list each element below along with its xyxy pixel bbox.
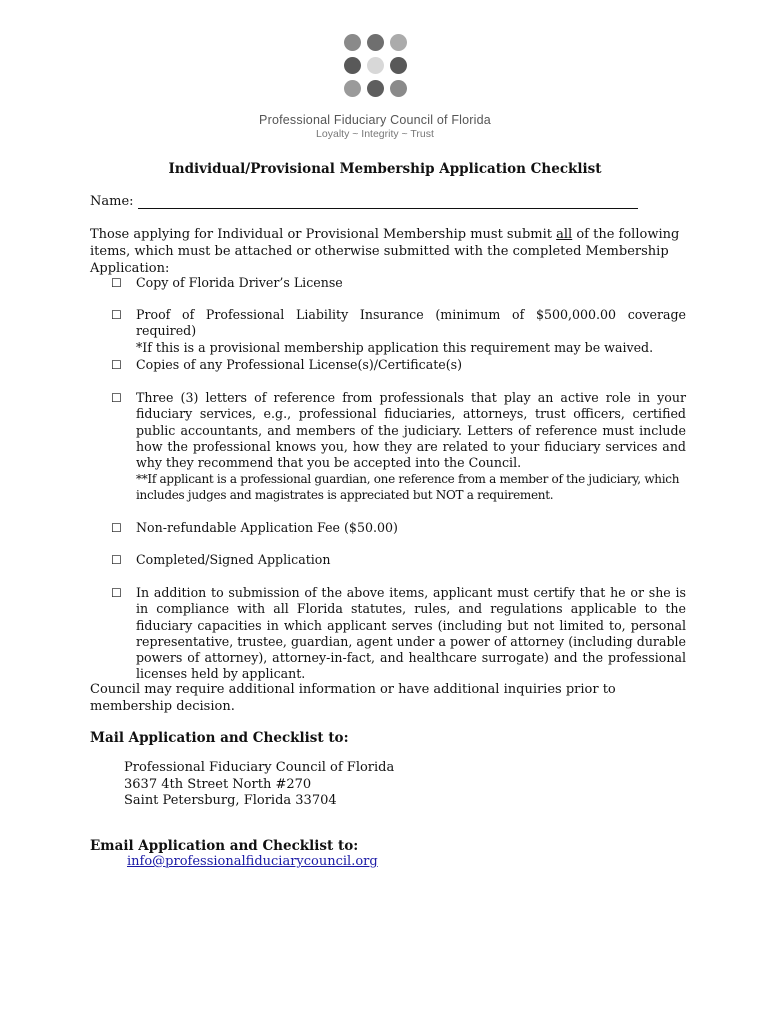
checklist-item-licenses xyxy=(111,357,686,373)
council-logo xyxy=(250,34,500,140)
checklist-item-application-fee xyxy=(111,520,686,536)
logo-dot xyxy=(390,57,407,74)
checklist-item-text: Copy of Florida Driver’s License xyxy=(136,275,343,290)
mailing-address xyxy=(124,760,394,810)
intro-text-after: of the following items, which must be attached or otherwise submitted with the completed Membership Application: xyxy=(90,227,680,276)
checklist-item-text: Copies of any Professional License(s)/Certificate(s) xyxy=(136,357,463,372)
address-line-1: Professional Fiduciary Council of Florida xyxy=(124,760,395,775)
checkbox-icon[interactable]: ☐ xyxy=(111,521,122,535)
checklist-item-text: Completed/Signed Application xyxy=(136,552,331,567)
name-input-line[interactable] xyxy=(138,194,638,209)
intro-emphasis: all xyxy=(556,227,573,242)
address-line-2: 3637 4th Street North #270 xyxy=(124,776,312,792)
email-heading: Email Application and Checklist to: xyxy=(90,838,359,854)
logo-dot xyxy=(344,34,361,51)
checklist-item-note: **If applicant is a professional guardian, one reference from a member of the judiciary, which includes judges and magistrates is appreciated but NOT a requirement. xyxy=(136,472,680,503)
checkbox-icon[interactable]: ☐ xyxy=(111,391,122,405)
checklist-item-text: Non-refundable Application Fee ($50.00) xyxy=(136,520,398,535)
name-label: Name: xyxy=(90,194,134,209)
closing-paragraph: Council may require additional information or have additional inquiries prior to membership decision. xyxy=(90,682,616,714)
logo-dot-grid xyxy=(250,34,500,97)
intro-text-before: Those applying for Individual or Provisional Membership must submit xyxy=(90,227,557,242)
checklist-item-note: *If this is a provisional membership application this requirement may be waived. xyxy=(136,339,654,355)
checklist-item-text: Three (3) letters of reference from professionals that play an active role in your fiduciary services, e.g., professional fiduciaries, attorneys, trust officers, certified public accountants, and members of the judiciary. Letters of reference must include how the professional knows you, how they are related to your fiduciary services and why they recommend that you be accepted into the Council. xyxy=(136,390,686,471)
logo-dot xyxy=(344,80,361,97)
logo-tagline: Loyalty ~ Integrity ~ Trust xyxy=(316,128,434,140)
logo-dot xyxy=(367,34,384,51)
logo-dot xyxy=(367,80,384,97)
checklist-item-liability-insurance xyxy=(111,307,686,356)
email-link[interactable]: info@professionalfiduciarycouncil.org xyxy=(127,854,378,869)
checkbox-icon[interactable]: ☐ xyxy=(111,308,122,322)
logo-dot xyxy=(390,34,407,51)
checklist-item-drivers-license xyxy=(111,275,686,291)
checklist-item-text: Proof of Professional Liability Insurance (minimum of $500,000.00 coverage required) xyxy=(136,307,686,339)
logo-dot xyxy=(390,80,407,97)
checklist-item-text: In addition to submission of the above items, applicant must certify that he or she is in compliance with all Florida statutes, rules, and regulations applicable to the fiduciary capacities in which applicant serves (including but not limited to, personal representative, trustee, guardian, agent under a power of attorney (including durable powers of attorney), attorney-in-fact, and healthcare surrogate) and the professional licenses held by applicant. xyxy=(136,585,686,682)
checklist-item-compliance-certification xyxy=(111,585,686,683)
checkbox-icon[interactable]: ☐ xyxy=(111,586,122,600)
checkbox-icon[interactable]: ☐ xyxy=(111,276,122,290)
checkbox-icon[interactable]: ☐ xyxy=(111,553,122,567)
logo-dot xyxy=(367,57,384,74)
checkbox-icon[interactable]: ☐ xyxy=(111,358,122,372)
logo-org-name: Professional Fiduciary Council of Florida xyxy=(259,113,491,127)
address-line-3: Saint Petersburg, Florida 33704 xyxy=(124,793,337,808)
page-title: Individual/Provisional Membership Application Checklist xyxy=(168,161,602,177)
intro-paragraph xyxy=(90,226,690,277)
logo-dot xyxy=(344,57,361,74)
checklist-item-signed-application xyxy=(111,552,686,568)
name-field-row xyxy=(90,194,638,209)
mail-heading: Mail Application and Checklist to: xyxy=(90,730,349,746)
checklist-item-references xyxy=(111,390,686,503)
